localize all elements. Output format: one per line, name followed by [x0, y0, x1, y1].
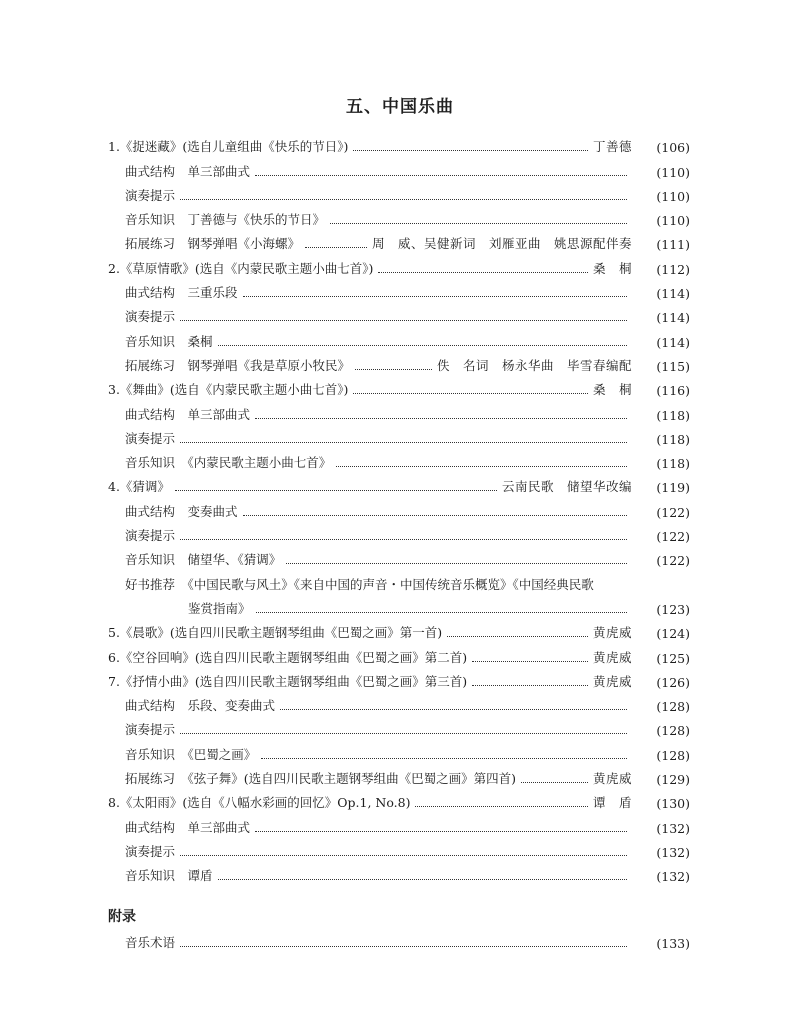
dot-leader [255, 418, 627, 419]
toc-subentry[interactable] [108, 836, 690, 860]
entry-author: 黄虎威 [592, 771, 632, 787]
entry-title: 演奏提示 [125, 430, 176, 446]
entry-author: 黄虎威 [592, 673, 632, 689]
dot-leader [305, 247, 367, 248]
entry-title: 曲式结构 乐段、变奏曲式 [125, 698, 276, 714]
dot-leader [255, 831, 627, 832]
entry-title: 音乐知识 谭盾 [125, 868, 213, 884]
entry-page: (132) [656, 820, 690, 836]
entry-page: (132) [656, 844, 690, 860]
entry-title: 音乐知识 《巴蜀之画》 [125, 746, 257, 762]
toc-subentry-book-recommendation[interactable] [108, 568, 690, 592]
dot-leader [521, 782, 588, 783]
entry-page: (116) [656, 383, 690, 399]
entry-page: (110) [656, 164, 690, 180]
entry-page: (106) [656, 140, 690, 156]
entry-title: 拓展练习 钢琴弹唱《小海螺》 [125, 236, 301, 252]
toc-subentry[interactable] [108, 763, 690, 787]
toc-subentry[interactable] [108, 495, 690, 519]
entry-page: (128) [656, 747, 690, 763]
toc-entry-4[interactable] [108, 471, 690, 495]
entry-title: 演奏提示 [125, 187, 176, 203]
entry-page: (132) [656, 869, 690, 885]
section-title: 五、中国乐曲 [346, 97, 454, 117]
entry-page: (118) [656, 407, 690, 423]
dot-leader [180, 442, 627, 443]
toc-entry-1[interactable] [108, 131, 690, 155]
entry-title: 曲式结构 三重乐段 [125, 285, 238, 301]
toc-subentry[interactable] [108, 423, 690, 447]
entry-author: 黄虎威 [592, 625, 632, 641]
toc-subentry[interactable] [108, 204, 690, 228]
dot-leader [336, 466, 627, 467]
entry-page: (124) [656, 626, 690, 642]
toc-entry-6[interactable] [108, 641, 690, 665]
entry-title: 拓展练习 《弦子舞》(选自四川民歌主题钢琴组曲《巴蜀之画》第四首) [125, 771, 517, 787]
appendix-entry[interactable] [108, 926, 690, 950]
entry-title: 4.《猜调》 [108, 479, 170, 495]
entry-title: 演奏提示 [125, 528, 176, 544]
entry-page: (129) [656, 772, 690, 788]
entry-page: (125) [656, 650, 690, 666]
entry-page: (110) [656, 213, 690, 229]
table-of-contents [108, 131, 690, 951]
entry-title: 音乐知识 储望华、《猜调》 [125, 552, 282, 568]
dot-leader [415, 806, 588, 807]
toc-entry-3[interactable] [108, 374, 690, 398]
entry-page: (111) [656, 237, 690, 253]
entry-page: (118) [656, 456, 690, 472]
toc-subentry[interactable] [108, 690, 690, 714]
dot-leader [180, 855, 627, 856]
dot-leader [180, 199, 627, 200]
entry-title: 5.《晨歌》(选自四川民歌主题钢琴组曲《巴蜀之画》第一首) [108, 625, 443, 641]
toc-subentry-continuation[interactable] [108, 593, 690, 617]
entry-author: 佚 名词 杨永华曲 毕雪春编配 [436, 357, 632, 373]
entry-title: 3.《舞曲》(选自《内蒙民歌主题小曲七首》) [108, 382, 349, 398]
toc-entry-5[interactable] [108, 617, 690, 641]
dot-leader [472, 685, 588, 686]
dot-leader [261, 758, 627, 759]
entry-author: 黄虎威 [592, 649, 632, 665]
dot-leader [243, 296, 627, 297]
entry-title: 音乐知识 桑桐 [125, 333, 213, 349]
dot-leader [447, 636, 588, 637]
toc-subentry[interactable] [108, 180, 690, 204]
toc-subentry[interactable] [108, 301, 690, 325]
entry-page: (128) [656, 723, 690, 739]
dot-leader [286, 563, 627, 564]
entry-page: (115) [656, 358, 690, 374]
toc-subentry[interactable] [108, 860, 690, 884]
entry-author: 桑 桐 [592, 382, 632, 398]
dot-leader [256, 612, 627, 613]
entry-title: 音乐知识 《内蒙民歌主题小曲七首》 [125, 455, 332, 471]
toc-subentry[interactable] [108, 277, 690, 301]
entry-page: (114) [656, 286, 690, 302]
entry-author: 谭 盾 [592, 795, 632, 811]
entry-page: (126) [656, 674, 690, 690]
dot-leader [355, 369, 432, 370]
entry-page: (114) [656, 310, 690, 326]
entry-title: 演奏提示 [125, 722, 176, 738]
entry-page: (123) [656, 601, 690, 617]
entry-title: 2.《草原情歌》(选自《内蒙民歌主题小曲七首》) [108, 260, 374, 276]
dot-leader [330, 223, 627, 224]
entry-title: 音乐知识 丁善德与《快乐的节日》 [125, 212, 326, 228]
spacer [108, 884, 690, 902]
toc-subentry[interactable] [108, 155, 690, 179]
toc-subentry[interactable] [108, 398, 690, 422]
entry-title: 好书推荐 《中国民歌与风土》《来自中国的声音・中国传统音乐概览》《中国经典民歌 [125, 576, 594, 592]
dot-leader [218, 345, 627, 346]
appendix-heading: 附录 [108, 909, 136, 926]
toc-subentry[interactable] [108, 714, 690, 738]
entry-title: 音乐术语 [125, 934, 176, 950]
entry-author: 丁善德 [592, 139, 632, 155]
entry-title: 拓展练习 钢琴弹唱《我是草原小牧民》 [125, 357, 351, 373]
entry-author: 云南民歌 储望华改编 [501, 479, 632, 495]
toc-subentry[interactable] [108, 811, 690, 835]
dot-leader [175, 490, 497, 491]
toc-entry-8[interactable] [108, 787, 690, 811]
toc-entry-7[interactable] [108, 666, 690, 690]
entry-page: (128) [656, 699, 690, 715]
dot-leader [280, 709, 627, 710]
entry-title: 6.《空谷回响》(选自四川民歌主题钢琴组曲《巴蜀之画》第二首) [108, 649, 468, 665]
dot-leader [180, 946, 627, 947]
dot-leader [378, 272, 588, 273]
dot-leader [243, 515, 627, 516]
entry-page: (110) [656, 188, 690, 204]
entry-author: 周 威、吴健新词 刘雁亚曲 姚思源配伴奏 [371, 236, 632, 252]
entry-page: (122) [656, 553, 690, 569]
entry-title: 曲式结构 变奏曲式 [125, 503, 238, 519]
dot-leader [180, 539, 627, 540]
dot-leader [180, 733, 627, 734]
entry-title: 演奏提示 [125, 309, 176, 325]
toc-subentry[interactable] [108, 544, 690, 568]
dot-leader [353, 150, 588, 151]
dot-leader [353, 393, 588, 394]
entry-title: 曲式结构 单三部曲式 [125, 163, 251, 179]
entry-title: 鉴赏指南》 [188, 600, 251, 616]
entry-title: 演奏提示 [125, 843, 176, 859]
entry-page: (118) [656, 431, 690, 447]
entry-page: (133) [656, 935, 690, 951]
entry-author: 桑 桐 [592, 260, 632, 276]
dot-leader [255, 175, 627, 176]
toc-subentry[interactable] [108, 738, 690, 762]
entry-page: (130) [656, 796, 690, 812]
toc-subentry[interactable] [108, 520, 690, 544]
entry-page: (119) [656, 480, 690, 496]
toc-entry-2[interactable] [108, 252, 690, 276]
entry-page: (112) [656, 261, 690, 277]
entry-page: (114) [656, 334, 690, 350]
entry-title: 7.《抒情小曲》(选自四川民歌主题钢琴组曲《巴蜀之画》第三首) [108, 673, 468, 689]
toc-subentry[interactable] [108, 350, 690, 374]
entry-title: 8.《太阳雨》(选自《八幅水彩画的回忆》Op.1, No.8) [108, 795, 411, 811]
dot-leader [180, 320, 627, 321]
toc-subentry[interactable] [108, 447, 690, 471]
dot-leader [472, 661, 588, 662]
entry-title: 1.《捉迷藏》(选自儿童组曲《快乐的节日》) [108, 139, 349, 155]
entry-title: 曲式结构 单三部曲式 [125, 819, 251, 835]
toc-subentry[interactable] [108, 325, 690, 349]
entry-page: (122) [656, 529, 690, 545]
dot-leader [218, 879, 627, 880]
entry-page: (122) [656, 504, 690, 520]
toc-subentry[interactable] [108, 228, 690, 252]
entry-title: 曲式结构 单三部曲式 [125, 406, 251, 422]
